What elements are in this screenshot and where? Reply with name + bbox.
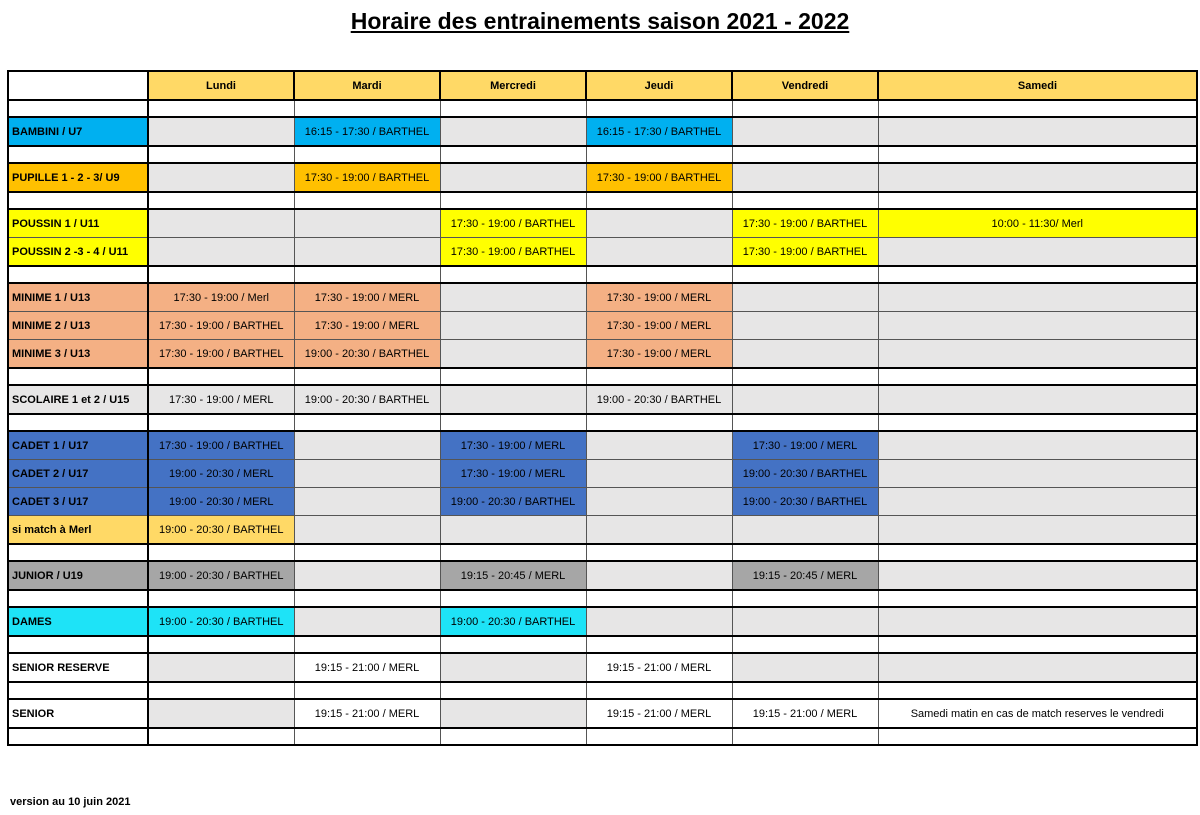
day-header-lundi: Lundi xyxy=(148,71,294,100)
slot-cell-mercredi: 19:00 - 20:30 / BARTHEL xyxy=(440,607,586,636)
slot-cell-lundi xyxy=(148,117,294,146)
spacer-cell xyxy=(732,146,878,163)
slot-cell-mardi xyxy=(294,607,440,636)
day-header-vendredi: Vendredi xyxy=(732,71,878,100)
slot-cell-jeudi: 17:30 - 19:00 / MERL xyxy=(586,340,732,369)
spacer-cell xyxy=(8,682,148,699)
spacer-cell xyxy=(148,682,294,699)
slot-cell-mercredi xyxy=(440,163,586,192)
slot-cell-samedi xyxy=(878,607,1197,636)
slot-cell-samedi xyxy=(878,516,1197,545)
slot-cell-lundi xyxy=(148,163,294,192)
slot-cell-vendredi: 19:00 - 20:30 / BARTHEL xyxy=(732,488,878,516)
slot-cell-mardi: 19:15 - 21:00 / MERL xyxy=(294,699,440,728)
schedule-row xyxy=(8,117,1197,146)
slot-cell-vendredi xyxy=(732,283,878,312)
spacer-cell xyxy=(148,728,294,745)
schedule-row xyxy=(8,699,1197,728)
slot-cell-mercredi xyxy=(440,385,586,414)
spacer-cell xyxy=(294,636,440,653)
slot-cell-mercredi xyxy=(440,340,586,369)
slot-cell-lundi: 17:30 - 19:00 / BARTHEL xyxy=(148,340,294,369)
slot-cell-jeudi xyxy=(586,460,732,488)
spacer-cell xyxy=(878,414,1197,431)
slot-cell-vendredi: 19:00 - 20:30 / BARTHEL xyxy=(732,460,878,488)
slot-cell-mercredi xyxy=(440,312,586,340)
spacer-cell xyxy=(294,544,440,561)
day-header-mardi: Mardi xyxy=(294,71,440,100)
spacer-cell xyxy=(586,368,732,385)
schedule-row xyxy=(8,653,1197,682)
spacer-cell xyxy=(440,544,586,561)
spacer-cell xyxy=(878,682,1197,699)
schedule-row xyxy=(8,561,1197,590)
header-corner-cell xyxy=(8,71,148,100)
slot-cell-mercredi xyxy=(440,117,586,146)
spacer-cell xyxy=(440,100,586,117)
spacer-cell xyxy=(148,192,294,209)
spacer-cell xyxy=(440,728,586,745)
spacer-cell xyxy=(732,728,878,745)
spacer-cell xyxy=(148,414,294,431)
slot-cell-jeudi xyxy=(586,238,732,267)
slot-cell-mardi: 17:30 - 19:00 / MERL xyxy=(294,283,440,312)
slot-cell-samedi: 10:00 - 11:30/ Merl xyxy=(878,209,1197,238)
spacer-cell xyxy=(294,590,440,607)
spacer-row xyxy=(8,100,1197,117)
slot-cell-mercredi: 17:30 - 19:00 / BARTHEL xyxy=(440,238,586,267)
spacer-cell xyxy=(8,636,148,653)
spacer-cell xyxy=(8,728,148,745)
team-label: si match à Merl xyxy=(8,516,148,545)
schedule-row xyxy=(8,340,1197,369)
slot-cell-lundi: 19:00 - 20:30 / BARTHEL xyxy=(148,516,294,545)
slot-cell-jeudi xyxy=(586,561,732,590)
slot-cell-lundi xyxy=(148,209,294,238)
slot-cell-mardi: 19:00 - 20:30 / BARTHEL xyxy=(294,385,440,414)
slot-cell-samedi: Samedi matin en cas de match reserves le vendredi xyxy=(878,699,1197,728)
slot-cell-mardi: 17:30 - 19:00 / MERL xyxy=(294,312,440,340)
schedule-row xyxy=(8,238,1197,267)
team-label: SENIOR xyxy=(8,699,148,728)
slot-cell-lundi xyxy=(148,699,294,728)
slot-cell-samedi xyxy=(878,283,1197,312)
team-label: POUSSIN 1 / U11 xyxy=(8,209,148,238)
slot-cell-mercredi xyxy=(440,653,586,682)
team-label: MINIME 3 / U13 xyxy=(8,340,148,369)
slot-cell-jeudi: 17:30 - 19:00 / MERL xyxy=(586,283,732,312)
slot-cell-vendredi xyxy=(732,653,878,682)
slot-cell-jeudi xyxy=(586,209,732,238)
schedule-row xyxy=(8,431,1197,460)
slot-cell-lundi xyxy=(148,238,294,267)
spacer-cell xyxy=(732,682,878,699)
slot-cell-lundi: 17:30 - 19:00 / BARTHEL xyxy=(148,431,294,460)
day-header-jeudi: Jeudi xyxy=(586,71,732,100)
spacer-cell xyxy=(8,192,148,209)
slot-cell-mardi xyxy=(294,209,440,238)
spacer-row xyxy=(8,414,1197,431)
spacer-cell xyxy=(294,100,440,117)
slot-cell-lundi: 19:00 - 20:30 / MERL xyxy=(148,460,294,488)
schedule-row xyxy=(8,163,1197,192)
spacer-cell xyxy=(878,192,1197,209)
slot-cell-mardi xyxy=(294,561,440,590)
slot-cell-mardi xyxy=(294,516,440,545)
spacer-cell xyxy=(586,590,732,607)
team-label: SCOLAIRE 1 et 2 / U15 xyxy=(8,385,148,414)
spacer-cell xyxy=(294,192,440,209)
spacer-cell xyxy=(148,146,294,163)
spacer-cell xyxy=(8,100,148,117)
spacer-cell xyxy=(878,100,1197,117)
spacer-cell xyxy=(440,192,586,209)
spacer-row xyxy=(8,636,1197,653)
spacer-cell xyxy=(878,368,1197,385)
spacer-cell xyxy=(732,266,878,283)
team-label: PUPILLE 1 - 2 - 3/ U9 xyxy=(8,163,148,192)
spacer-cell xyxy=(878,146,1197,163)
slot-cell-mercredi: 19:15 - 20:45 / MERL xyxy=(440,561,586,590)
day-header-samedi: Samedi xyxy=(878,71,1197,100)
slot-cell-vendredi xyxy=(732,607,878,636)
spacer-cell xyxy=(148,590,294,607)
spacer-cell xyxy=(148,636,294,653)
slot-cell-mercredi: 19:00 - 20:30 / BARTHEL xyxy=(440,488,586,516)
spacer-cell xyxy=(440,266,586,283)
slot-cell-jeudi: 16:15 - 17:30 / BARTHEL xyxy=(586,117,732,146)
spacer-row xyxy=(8,682,1197,699)
slot-cell-samedi xyxy=(878,488,1197,516)
spacer-cell xyxy=(440,368,586,385)
spacer-row xyxy=(8,192,1197,209)
team-label: MINIME 1 / U13 xyxy=(8,283,148,312)
spacer-cell xyxy=(440,682,586,699)
slot-cell-jeudi: 19:15 - 21:00 / MERL xyxy=(586,653,732,682)
slot-cell-jeudi xyxy=(586,516,732,545)
spacer-cell xyxy=(8,266,148,283)
spacer-cell xyxy=(294,146,440,163)
slot-cell-mercredi xyxy=(440,283,586,312)
spacer-cell xyxy=(294,414,440,431)
slot-cell-vendredi xyxy=(732,117,878,146)
spacer-cell xyxy=(732,544,878,561)
slot-cell-lundi: 17:30 - 19:00 / MERL xyxy=(148,385,294,414)
spacer-cell xyxy=(878,636,1197,653)
spacer-cell xyxy=(148,544,294,561)
spacer-cell xyxy=(294,368,440,385)
team-label: JUNIOR / U19 xyxy=(8,561,148,590)
team-label: BAMBINI / U7 xyxy=(8,117,148,146)
spacer-cell xyxy=(732,100,878,117)
slot-cell-lundi: 17:30 - 19:00 / BARTHEL xyxy=(148,312,294,340)
slot-cell-lundi: 19:00 - 20:30 / MERL xyxy=(148,488,294,516)
schedule-row xyxy=(8,488,1197,516)
version-note: version au 10 juin 2021 xyxy=(10,796,131,808)
slot-cell-jeudi xyxy=(586,488,732,516)
slot-cell-mardi: 16:15 - 17:30 / BARTHEL xyxy=(294,117,440,146)
spacer-cell xyxy=(878,266,1197,283)
spacer-cell xyxy=(148,368,294,385)
slot-cell-vendredi xyxy=(732,385,878,414)
spacer-cell xyxy=(148,100,294,117)
slot-cell-mardi xyxy=(294,431,440,460)
schedule-row xyxy=(8,283,1197,312)
slot-cell-mercredi: 17:30 - 19:00 / BARTHEL xyxy=(440,209,586,238)
slot-cell-lundi: 19:00 - 20:30 / BARTHEL xyxy=(148,607,294,636)
spacer-cell xyxy=(586,266,732,283)
slot-cell-mercredi xyxy=(440,516,586,545)
slot-cell-vendredi xyxy=(732,516,878,545)
spacer-row xyxy=(8,368,1197,385)
slot-cell-lundi: 19:00 - 20:30 / BARTHEL xyxy=(148,561,294,590)
slot-cell-samedi xyxy=(878,340,1197,369)
schedule-row xyxy=(8,607,1197,636)
slot-cell-mardi xyxy=(294,488,440,516)
team-label: SENIOR RESERVE xyxy=(8,653,148,682)
spacer-cell xyxy=(878,590,1197,607)
slot-cell-jeudi: 17:30 - 19:00 / MERL xyxy=(586,312,732,340)
slot-cell-mardi: 19:00 - 20:30 / BARTHEL xyxy=(294,340,440,369)
slot-cell-samedi xyxy=(878,561,1197,590)
slot-cell-mardi: 17:30 - 19:00 / BARTHEL xyxy=(294,163,440,192)
team-label: DAMES xyxy=(8,607,148,636)
team-label: CADET 1 / U17 xyxy=(8,431,148,460)
slot-cell-samedi xyxy=(878,653,1197,682)
spacer-cell xyxy=(8,590,148,607)
slot-cell-mardi xyxy=(294,460,440,488)
spacer-cell xyxy=(732,636,878,653)
slot-cell-samedi xyxy=(878,238,1197,267)
spacer-cell xyxy=(148,266,294,283)
slot-cell-jeudi xyxy=(586,431,732,460)
slot-cell-jeudi xyxy=(586,607,732,636)
slot-cell-vendredi: 17:30 - 19:00 / MERL xyxy=(732,431,878,460)
team-label: CADET 2 / U17 xyxy=(8,460,148,488)
schedule-row xyxy=(8,516,1197,545)
spacer-cell xyxy=(732,368,878,385)
spacer-row xyxy=(8,544,1197,561)
slot-cell-mercredi: 17:30 - 19:00 / MERL xyxy=(440,460,586,488)
spacer-cell xyxy=(8,368,148,385)
slot-cell-vendredi xyxy=(732,340,878,369)
spacer-cell xyxy=(294,682,440,699)
schedule-row xyxy=(8,209,1197,238)
spacer-cell xyxy=(732,192,878,209)
spacer-row xyxy=(8,266,1197,283)
day-header-mercredi: Mercredi xyxy=(440,71,586,100)
spacer-cell xyxy=(586,192,732,209)
page-title: Horaire des entrainements saison 2021 - 2022 xyxy=(350,8,850,34)
slot-cell-vendredi: 19:15 - 20:45 / MERL xyxy=(732,561,878,590)
spacer-cell xyxy=(586,414,732,431)
schedule-row xyxy=(8,385,1197,414)
slot-cell-jeudi: 19:15 - 21:00 / MERL xyxy=(586,699,732,728)
spacer-cell xyxy=(294,266,440,283)
spacer-cell xyxy=(440,636,586,653)
slot-cell-samedi xyxy=(878,163,1197,192)
team-label: MINIME 2 / U13 xyxy=(8,312,148,340)
spacer-row xyxy=(8,146,1197,163)
spacer-cell xyxy=(440,414,586,431)
spacer-cell xyxy=(440,590,586,607)
schedule-row xyxy=(8,460,1197,488)
slot-cell-vendredi: 19:15 - 21:00 / MERL xyxy=(732,699,878,728)
slot-cell-samedi xyxy=(878,117,1197,146)
spacer-cell xyxy=(440,146,586,163)
spacer-cell xyxy=(8,414,148,431)
spacer-cell xyxy=(586,682,732,699)
spacer-cell xyxy=(8,146,148,163)
spacer-cell xyxy=(8,544,148,561)
slot-cell-samedi xyxy=(878,460,1197,488)
spacer-cell xyxy=(732,414,878,431)
spacer-cell xyxy=(878,544,1197,561)
spacer-cell xyxy=(732,590,878,607)
slot-cell-mercredi: 17:30 - 19:00 / MERL xyxy=(440,431,586,460)
team-label: POUSSIN 2 -3 - 4 / U11 xyxy=(8,238,148,267)
schedule-row xyxy=(8,312,1197,340)
slot-cell-samedi xyxy=(878,431,1197,460)
team-label: CADET 3 / U17 xyxy=(8,488,148,516)
spacer-cell xyxy=(878,728,1197,745)
schedule-body xyxy=(8,71,1197,745)
spacer-cell xyxy=(586,636,732,653)
slot-cell-vendredi: 17:30 - 19:00 / BARTHEL xyxy=(732,209,878,238)
slot-cell-jeudi: 19:00 - 20:30 / BARTHEL xyxy=(586,385,732,414)
spacer-cell xyxy=(586,728,732,745)
slot-cell-mardi xyxy=(294,238,440,267)
spacer-row xyxy=(8,590,1197,607)
spacer-cell xyxy=(294,728,440,745)
header-row xyxy=(8,71,1197,100)
spacer-cell xyxy=(586,146,732,163)
slot-cell-jeudi: 17:30 - 19:00 / BARTHEL xyxy=(586,163,732,192)
spacer-cell xyxy=(586,100,732,117)
spacer-row xyxy=(8,728,1197,745)
slot-cell-vendredi xyxy=(732,312,878,340)
schedule-table xyxy=(7,70,1198,746)
slot-cell-mardi: 19:15 - 21:00 / MERL xyxy=(294,653,440,682)
slot-cell-vendredi: 17:30 - 19:00 / BARTHEL xyxy=(732,238,878,267)
slot-cell-lundi: 17:30 - 19:00 / Merl xyxy=(148,283,294,312)
slot-cell-samedi xyxy=(878,385,1197,414)
spacer-cell xyxy=(586,544,732,561)
slot-cell-vendredi xyxy=(732,163,878,192)
slot-cell-samedi xyxy=(878,312,1197,340)
slot-cell-mercredi xyxy=(440,699,586,728)
slot-cell-lundi xyxy=(148,653,294,682)
